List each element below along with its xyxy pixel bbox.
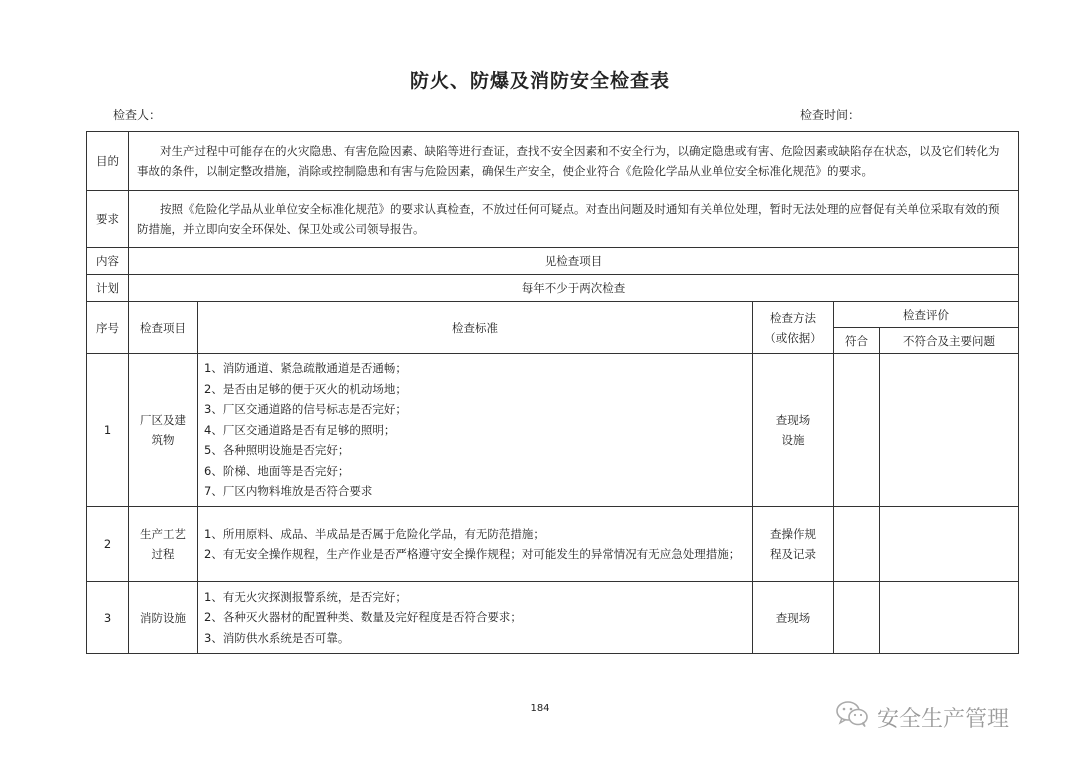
requirement-text: 按照《危险化学品从业单位安全标准化规范》的要求认真检查，不放过任何可疑点。对查出问题及时通知有关单位处理，暂时无法处理的应督促有关单位采取有效的预防措施，并立即向安全环保处、保卫处或公司领导报告。 xyxy=(129,191,1019,248)
page-number: 184 xyxy=(530,703,550,714)
plan-label: 计划 xyxy=(87,275,129,302)
purpose-row xyxy=(87,132,1019,191)
inspector-label: 检查人： xyxy=(113,108,162,122)
row-method xyxy=(753,507,834,582)
purpose-text: 对生产过程中可能存在的火灾隐患、有害危险因素、缺陷等进行查证，查找不安全因素和不安全行为，以确定隐患或有害、危险因素或缺陷存在状态，以及它们转化为事故的条件，以制定整改措施，消除或控制隐患和有害与危险因素，确保生产安全，使企业符合《危险化学品从业单位安全标准化规范》的要求。 xyxy=(129,132,1019,191)
header-row xyxy=(87,302,1019,328)
header-method-main: 检查方法 xyxy=(770,310,816,325)
content-row xyxy=(87,248,1019,275)
standard-line: 2、是否由足够的便于灭火的机动场地； xyxy=(204,381,407,396)
row-item-line: 过程 xyxy=(151,547,175,561)
standard-line: 2、各种灭火器材的配置种类、数量及完好程度是否符合要求； xyxy=(204,610,522,625)
row-item-line: 生产工艺 xyxy=(140,527,186,541)
plan-text: 每年不少于两次检查 xyxy=(129,275,1019,302)
wechat-icon xyxy=(835,700,877,734)
row-nonconform-cell xyxy=(880,507,1019,582)
watermark xyxy=(835,700,1009,734)
standard-line: 3、消防供水系统是否可靠。 xyxy=(204,630,350,645)
plan-row xyxy=(87,275,1019,302)
standard-line: 5、各种照明设施是否完好； xyxy=(204,443,350,458)
row-nonconform-cell xyxy=(880,354,1019,507)
row-method-line: 查操作规 xyxy=(770,527,816,541)
header-seq: 序号 xyxy=(87,302,129,354)
row-item-line: 筑物 xyxy=(151,433,175,447)
requirement-label: 要求 xyxy=(87,191,129,248)
row-standards xyxy=(198,582,753,654)
checklist-table xyxy=(86,131,1019,654)
table-row xyxy=(87,354,1019,507)
header-method xyxy=(753,302,834,354)
row-conform-cell xyxy=(834,354,880,507)
header-method-sub: （或依据） xyxy=(764,330,822,345)
inspection-time-label: 检查时间： xyxy=(800,108,861,122)
standard-line: 1、消防通道、紧急疏散通道是否通畅； xyxy=(204,361,407,376)
header-standard: 检查标准 xyxy=(198,302,753,354)
standard-line: 2、有无安全操作规程，生产作业是否严格遵守安全操作规程；对可能发生的异常情况有无应急处理措施； xyxy=(204,547,741,561)
content-label: 内容 xyxy=(87,248,129,275)
row-seq: 3 xyxy=(87,582,129,654)
row-conform-cell xyxy=(834,507,880,582)
standard-line: 1、所用原料、成品、半成品是否属于危险化学品，有无防范措施； xyxy=(204,526,545,541)
row-method-line: 程及记录 xyxy=(770,547,816,561)
row-nonconform-cell xyxy=(880,582,1019,654)
requirement-row xyxy=(87,191,1019,248)
standard-line: 7、厂区内物料堆放是否符合要求 xyxy=(204,484,373,499)
row-method: 查现场 xyxy=(753,582,834,654)
row-seq: 1 xyxy=(87,354,129,507)
standard-line: 1、有无火灾探测报警系统，是否完好； xyxy=(204,589,407,604)
row-method-line: 设施 xyxy=(781,433,805,447)
header-nonconform: 不符合及主要问题 xyxy=(880,328,1019,354)
header-evaluation: 检查评价 xyxy=(834,302,1019,328)
row-method xyxy=(753,354,834,507)
row-method-line: 查现场 xyxy=(775,413,811,427)
row-item-line: 厂区及建 xyxy=(140,413,186,427)
page-title: 防火、防爆及消防安全检查表 xyxy=(409,70,670,92)
content-text: 见检查项目 xyxy=(129,248,1019,275)
header-conform: 符合 xyxy=(834,328,880,354)
row-standards xyxy=(198,507,753,582)
watermark-text: 安全生产管理 xyxy=(877,706,1010,732)
row-standards xyxy=(198,354,753,507)
standard-line: 3、厂区交通道路的信号标志是否完好； xyxy=(204,402,407,417)
table-row xyxy=(87,582,1019,654)
row-item xyxy=(129,507,198,582)
table-row xyxy=(87,507,1019,582)
standard-line: 6、阶梯、地面等是否完好； xyxy=(204,463,350,478)
row-item: 消防设施 xyxy=(129,582,198,654)
row-conform-cell xyxy=(834,582,880,654)
header-item: 检查项目 xyxy=(129,302,198,354)
row-item xyxy=(129,354,198,507)
purpose-label: 目的 xyxy=(87,132,129,191)
standard-line: 4、厂区交通道路是否有足够的照明； xyxy=(204,422,396,437)
row-seq: 2 xyxy=(87,507,129,582)
